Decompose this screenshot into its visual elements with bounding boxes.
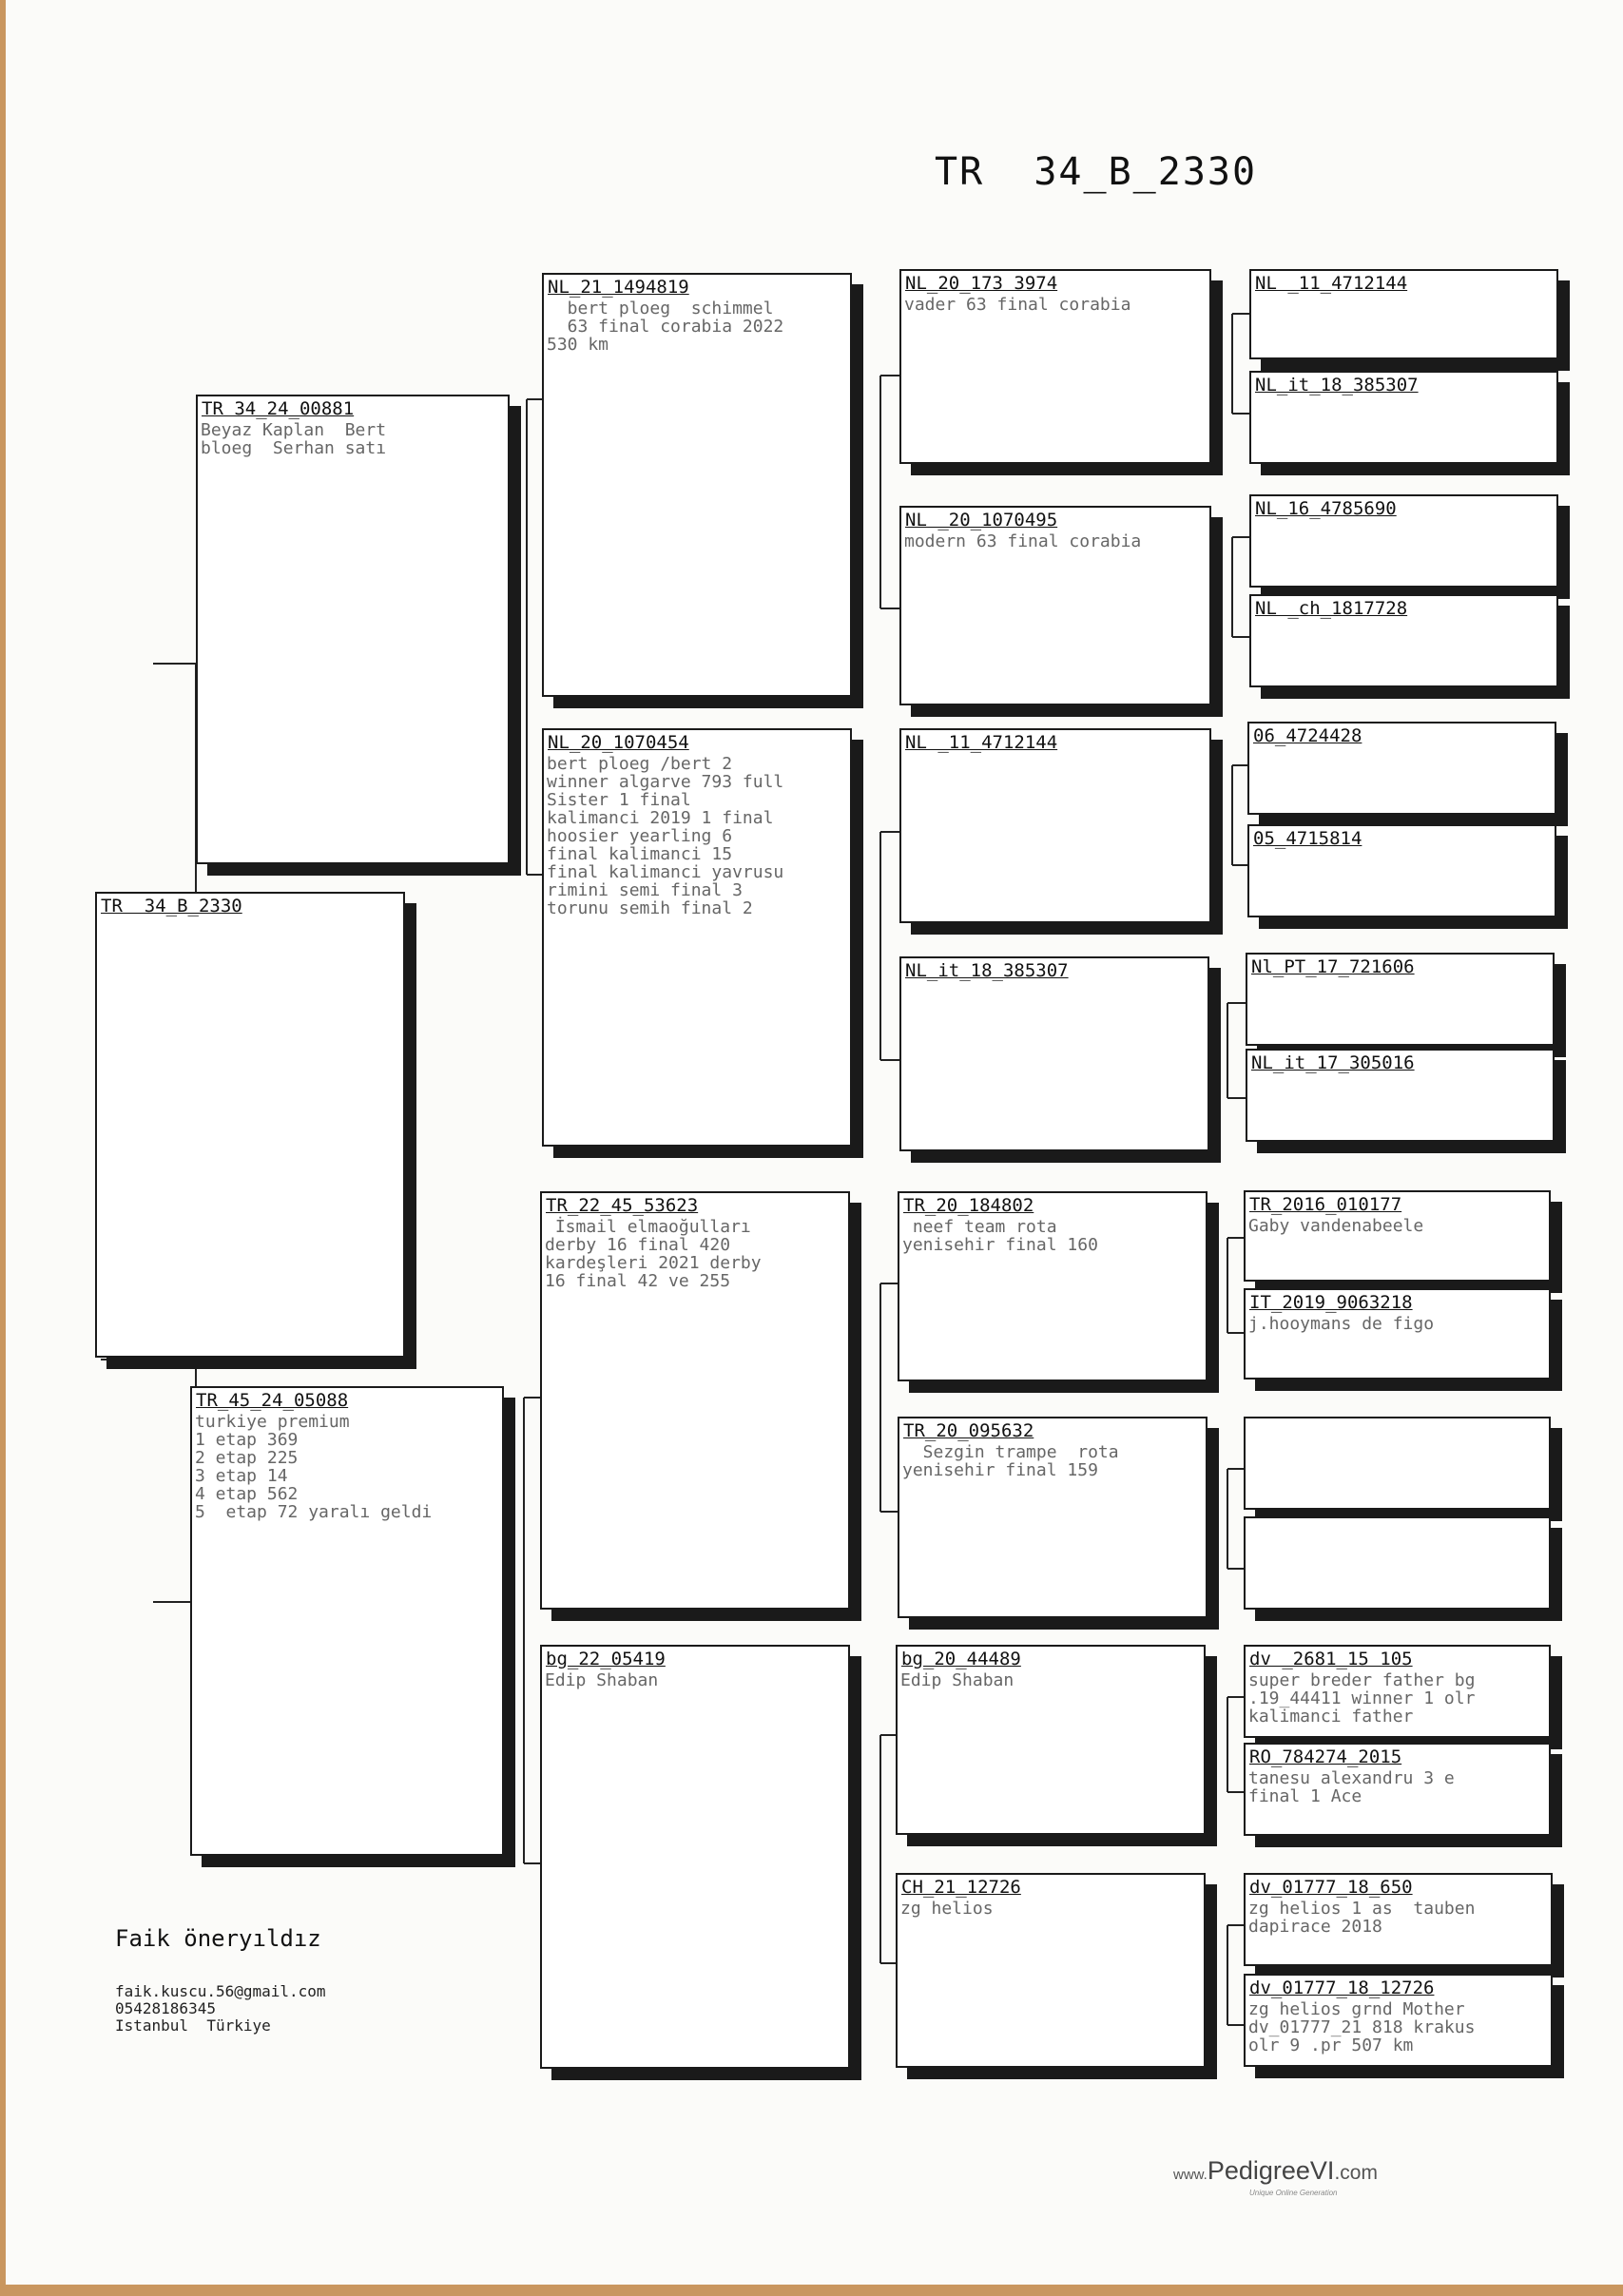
ring-number: NL _20_1070495: [905, 510, 1058, 531]
pedigree-card-gen5-10: [1244, 1288, 1551, 1380]
pedigree-card-gen4-4: [899, 956, 1209, 1151]
pedigree-card-gen5-12: [1244, 1516, 1551, 1610]
ring-number: TR 34_24_00881: [202, 398, 355, 419]
ring-number: dv_01777_18_12726: [1249, 1978, 1435, 1998]
pedigree-card-gen3-1: [542, 273, 852, 697]
pedigree-card-gen3-2: [542, 728, 852, 1147]
ring-number: NL _11_4712144: [1255, 273, 1408, 294]
pedigree-card-gen5-1: [1249, 269, 1558, 359]
ring-number: NL_20_1070454: [548, 732, 689, 753]
pedigree-card-gen5-5: [1247, 722, 1556, 815]
logo-brand: PedigreeVI: [1207, 2156, 1335, 2185]
ring-number: bg_22_05419: [546, 1649, 666, 1669]
card-notes: Edip Shaban: [900, 1670, 1014, 1690]
pedigree-card-gen4-7: [896, 1645, 1206, 1835]
card-notes: neef team rota yenisehir final 160: [902, 1217, 1098, 1255]
ring-number: NL_21_1494819: [548, 277, 689, 298]
ring-number: TR_20_184802: [903, 1195, 1034, 1216]
ring-number: TR_2016_010177: [1249, 1194, 1402, 1215]
card-notes: bert ploeg /bert 2 winner algarve 793 full Sister 1 final kalimanci 2019 1 final hoosier yearling 6 final kalimanci 15 final kalimanci yavrusu rimini semi final 3 torunu semih final 2: [547, 754, 784, 918]
ring-number: Nl_PT_17_721606: [1251, 956, 1415, 977]
ring-number: bg_20_44489: [901, 1649, 1021, 1669]
pedigree-card-gen5-13: [1244, 1645, 1551, 1738]
pedigree-sheet: [6, 0, 1623, 2285]
pedigree-card-gen3-3: [540, 1191, 850, 1610]
card-notes: zg helios grnd Mother dv_01777_21 818 krakus olr 9 .pr 507 km: [1248, 1999, 1476, 2055]
pedigree-card-gen4-5: [898, 1191, 1208, 1381]
ring-number: NL_it_17_305016: [1251, 1052, 1415, 1073]
logo-www: www.: [1173, 2167, 1208, 2183]
pedigree-card-gen3-4: [540, 1645, 850, 2069]
pedigreevi-logo: [1173, 2156, 1378, 2197]
ring-number: NL _11_4712144: [905, 732, 1058, 753]
card-notes: turkiye premium 1 etap 369 2 etap 225 3 etap 14 4 etap 562 5 etap 72 yaralı geldi: [195, 1412, 433, 1522]
page-title: TR 34_B_2330: [935, 150, 1258, 194]
pedigree-card-gen5-2: [1249, 371, 1558, 464]
owner-location: Istanbul Türkiye: [115, 2016, 271, 2035]
ring-number: dv_01777_18_650: [1249, 1877, 1413, 1898]
pedigree-card-gen5-3: [1249, 494, 1558, 588]
card-notes: super breder father bg .19_44411 winner 1 olr kalimanci father: [1248, 1670, 1476, 1727]
card-notes: zg helios 1 as tauben dapirace 2018: [1248, 1899, 1476, 1937]
pedigree-card-gen5-16: [1244, 1974, 1553, 2067]
ring-number: TR_22_45_53623: [546, 1195, 699, 1216]
ring-number: NL_it_18_385307: [1255, 375, 1419, 396]
ring-number: 06_4724428: [1253, 725, 1362, 746]
ring-number: TR 34_B_2330: [101, 896, 242, 916]
owner-phone: 05428186345: [115, 1999, 216, 2017]
card-notes: j.hooymans de figo: [1248, 1314, 1435, 1334]
pedigree-card-gen5-15: [1244, 1873, 1553, 1966]
ring-number: TR_45_24_05088: [196, 1390, 349, 1411]
owner-name: Faik öneryıldız: [115, 1925, 321, 1952]
pedigree-card-gen4-3: [899, 728, 1211, 923]
logo-com: .com: [1334, 2162, 1378, 2184]
pedigree-card-gen5-7: [1246, 953, 1555, 1046]
pedigree-card-gen5-11: [1244, 1417, 1551, 1510]
ring-number: TR_20_095632: [903, 1420, 1034, 1441]
ring-number: NL_16_4785690: [1255, 498, 1397, 519]
pedigree-card-gen5-9: [1244, 1190, 1551, 1282]
card-notes: zg helios: [900, 1899, 994, 1919]
pedigree-card-subject: [95, 892, 405, 1358]
card-notes: Edip Shaban: [545, 1670, 659, 1690]
ring-number: NL_it_18_385307: [905, 960, 1069, 981]
ring-number: RO_784274_2015: [1249, 1746, 1402, 1767]
card-notes: Gaby vandenabeele: [1248, 1216, 1424, 1236]
ring-number: NL _ch_1817728: [1255, 598, 1408, 619]
pedigree-card-gen4-8: [896, 1873, 1206, 2068]
pedigree-card-gen4-6: [898, 1417, 1208, 1618]
pedigree-card-dam: [190, 1386, 504, 1856]
pedigree-card-gen5-6: [1247, 824, 1556, 917]
ring-number: [1246, 1518, 1549, 1522]
ring-number: dv _2681_15 105: [1249, 1649, 1413, 1669]
ring-number: NL_20_173 3974: [905, 273, 1058, 294]
pedigree-card-gen5-8: [1246, 1049, 1555, 1142]
ring-number: [1246, 1418, 1549, 1422]
card-notes: İsmail elmaoğulları derby 16 final 420 kardeşleri 2021 derby 16 final 42 ve 255: [545, 1217, 762, 1291]
card-notes: Sezgin trampe rota yenisehir final 159: [902, 1442, 1119, 1480]
pedigree-card-gen5-14: [1244, 1743, 1551, 1836]
owner-email: faik.kuscu.56@gmail.com: [115, 1982, 326, 2000]
pedigree-card-gen4-2: [899, 506, 1211, 705]
pedigree-card-gen5-4: [1249, 594, 1558, 687]
pedigree-card-sire: [196, 395, 510, 864]
ring-number: 05_4715814: [1253, 828, 1362, 849]
ring-number: CH_21_12726: [901, 1877, 1021, 1898]
card-notes: bert ploeg schimmel 63 final corabia 2022 530 km: [547, 299, 784, 355]
card-notes: vader 63 final corabia: [904, 295, 1131, 315]
logo-tagline: Unique Online Generation: [1249, 2189, 1338, 2197]
card-notes: modern 63 final corabia: [904, 531, 1142, 551]
ring-number: IT_2019_9063218: [1249, 1292, 1413, 1313]
card-notes: tanesu alexandru 3 e final 1 Ace: [1248, 1768, 1455, 1806]
pedigree-card-gen4-1: [899, 269, 1211, 464]
card-notes: Beyaz Kaplan Bert bloeg Serhan satı: [201, 420, 387, 458]
